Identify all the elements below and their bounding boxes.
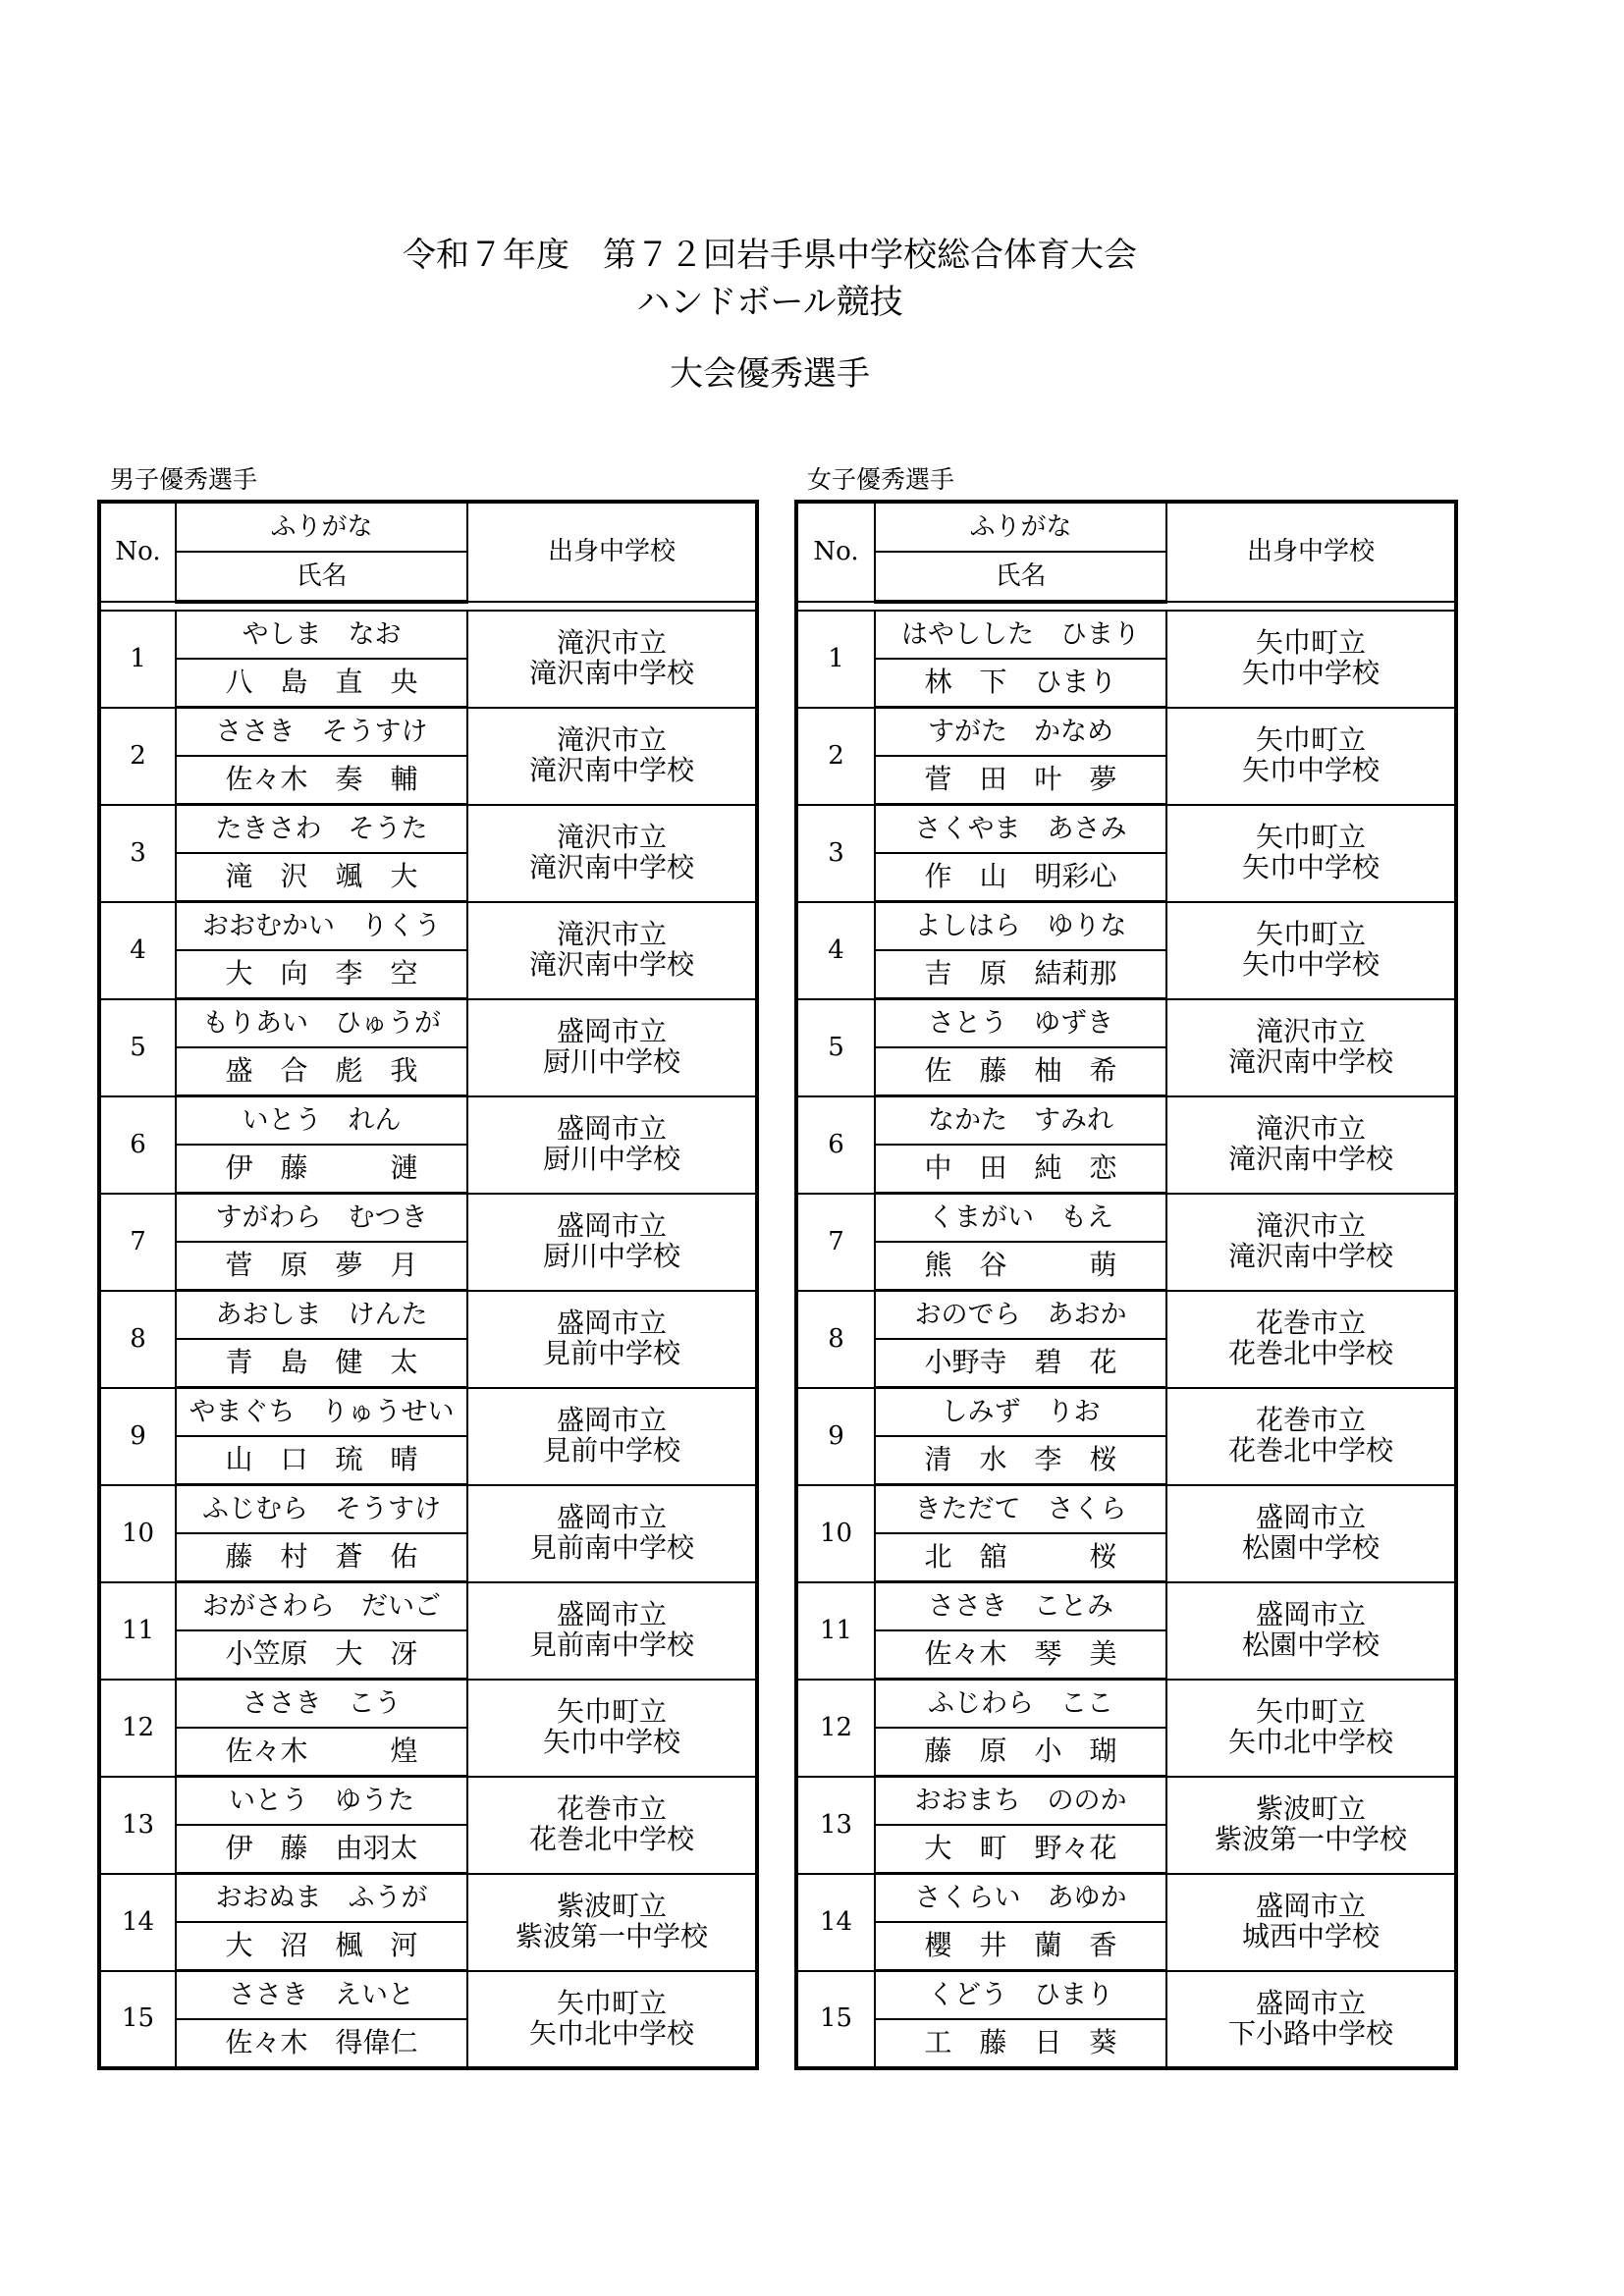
player-name: 北 舘 桜 [875,1533,1166,1582]
player-school-cell [1166,1582,1456,1680]
player-school-cell [1166,1971,1456,2069]
player-school-cell [467,1971,757,2069]
player-school-cell [1166,1874,1456,1971]
school-municipality: 盛岡市立 [556,1404,667,1437]
header-school: 出身中学校 [1166,502,1456,602]
player-name: 八 島 直 央 [176,659,467,708]
player-furigana: おがさわら だいご [176,1582,467,1631]
player-school-cell [467,999,757,1096]
player-name: 林 下 ひまり [875,659,1166,708]
player-row [796,902,1456,951]
player-furigana: たきさわ そうた [176,805,467,854]
player-name: 滝 沢 颯 大 [176,853,467,902]
player-number: 13 [99,1777,176,1874]
school-name: 矢巾中学校 [1241,948,1380,981]
player-row [99,1291,757,1340]
school-name: 矢巾北中学校 [528,2016,694,2050]
school-municipality: 盛岡市立 [556,1307,667,1340]
player-furigana: すがた かなめ [875,708,1166,757]
player-number: 3 [796,805,875,902]
school-municipality: 矢巾町立 [1255,821,1366,854]
player-row [99,708,757,757]
player-name: 佐々木 琴 美 [875,1630,1166,1680]
school-municipality: 盛岡市立 [1255,1501,1366,1534]
school-name: 見前中学校 [542,1337,680,1369]
school-name: 松園中学校 [1241,1629,1380,1661]
player-school-cell [467,1777,757,1874]
player-school-cell [467,1291,757,1388]
school-municipality: 滝沢市立 [1255,1015,1366,1048]
player-school-cell [467,1582,757,1680]
player-row [99,805,757,854]
player-name: 菅 田 叶 夢 [875,756,1166,805]
player-furigana: くどう ひまり [875,1971,1166,2020]
player-name: 青 島 健 太 [176,1339,467,1388]
player-row [99,1194,757,1243]
player-name: 佐々木 煌 [176,1728,467,1777]
player-row [796,999,1456,1048]
player-school-cell [1166,1096,1456,1194]
school-name: 紫波第一中学校 [514,1920,708,1952]
school-name: 矢巾中学校 [542,1726,680,1758]
player-furigana: くまがい もえ [875,1194,1166,1243]
header-name: 氏名 [176,552,467,602]
player-school-cell [1166,1485,1456,1582]
player-name: 伊 藤 漣 [176,1145,467,1194]
player-number: 10 [99,1485,176,1582]
player-name: 小笠原 大 冴 [176,1630,467,1680]
school-municipality: 盛岡市立 [556,1598,667,1631]
school-municipality: 矢巾町立 [1255,1695,1366,1729]
player-row [796,1874,1456,1923]
player-name: 佐々木 得偉仁 [176,2019,467,2068]
player-row [796,1971,1456,2020]
school-name: 矢巾中学校 [1241,851,1380,883]
school-municipality: 滝沢市立 [556,723,667,757]
player-name: 盛 合 彪 我 [176,1047,467,1096]
player-row [99,999,757,1048]
school-name: 厨川中学校 [542,1240,680,1272]
player-school-cell [467,1874,757,1971]
player-school-cell [1166,805,1456,902]
player-school-cell [467,611,757,708]
player-row [796,1194,1456,1243]
school-municipality: 盛岡市立 [556,1209,667,1243]
player-number: 11 [99,1582,176,1680]
player-furigana: さとう ゆずき [875,999,1166,1048]
player-number: 15 [99,1971,176,2069]
header-no: No. [796,502,875,602]
player-furigana: ささき えいと [176,1971,467,2020]
player-number: 3 [99,805,176,902]
player-name: 大 沼 楓 河 [176,1922,467,1971]
school-municipality: 花巻市立 [556,1792,667,1826]
school-municipality: 滝沢市立 [556,821,667,854]
player-furigana: しみず りお [875,1388,1166,1437]
school-municipality: 滝沢市立 [1255,1112,1366,1146]
player-number: 1 [796,611,875,708]
player-row [99,1485,757,1534]
header-row [796,502,1456,552]
school-municipality: 滝沢市立 [556,626,667,660]
player-row [99,1680,757,1729]
school-name: 下小路中学校 [1227,2016,1393,2050]
player-name: 小野寺 碧 花 [875,1339,1166,1388]
player-name: 工 藤 日 葵 [875,2019,1166,2068]
event-name: ハンドボール競技 [636,283,903,322]
player-school-cell [1166,708,1456,805]
player-row [796,1582,1456,1631]
school-name: 見前南中学校 [528,1531,694,1564]
school-name: 花巻北中学校 [1227,1434,1393,1467]
player-furigana: もりあい ひゅうが [176,999,467,1048]
player-school-cell [467,1388,757,1485]
player-furigana: なかた すみれ [875,1096,1166,1146]
player-row [99,1582,757,1631]
school-municipality: 盛岡市立 [1255,1986,1366,2019]
divider-cell [796,602,1456,611]
player-row [99,611,757,659]
player-furigana: すがわら むつき [176,1194,467,1243]
girls-table [794,500,1458,2070]
school-name: 矢巾中学校 [1241,754,1380,786]
school-municipality: 滝沢市立 [556,918,667,951]
player-row [796,1388,1456,1437]
player-school-cell [467,902,757,999]
player-number: 15 [796,1971,875,2069]
player-number: 11 [796,1582,875,1680]
school-name: 花巻北中学校 [528,1823,694,1855]
player-number: 10 [796,1485,875,1582]
player-number: 2 [99,708,176,805]
header-furigana: ふりがな [176,502,467,552]
player-school-cell [467,1485,757,1582]
boys-table [97,500,759,2070]
player-school-cell [467,1194,757,1291]
player-number: 14 [99,1874,176,1971]
school-municipality: 矢巾町立 [1255,918,1366,951]
player-name: 山 口 琉 晴 [176,1436,467,1485]
header-school: 出身中学校 [467,502,757,602]
player-number: 8 [99,1291,176,1388]
player-furigana: ふじむら そうすけ [176,1485,467,1534]
school-municipality: 盛岡市立 [1255,1598,1366,1631]
school-municipality: 紫波町立 [556,1890,667,1923]
player-school-cell [467,708,757,805]
school-municipality: 花巻市立 [1255,1404,1366,1437]
player-furigana: おのでら あおか [875,1291,1166,1340]
school-name: 滝沢南中学校 [528,657,694,690]
award-heading: 大会優秀選手 [670,354,870,394]
player-number: 8 [796,1291,875,1388]
player-name: 藤 原 小 瑚 [875,1728,1166,1777]
girls-section-label: 女子優秀選手 [807,465,955,494]
header-divider [99,602,757,611]
school-municipality: 盛岡市立 [556,1112,667,1146]
header-divider [796,602,1456,611]
player-row [796,1291,1456,1340]
player-number: 13 [796,1777,875,1874]
player-furigana: おおむかい りくう [176,902,467,951]
school-municipality: 矢巾町立 [556,1695,667,1729]
player-name: 大 町 野々花 [875,1825,1166,1874]
player-name: 清 水 李 桜 [875,1436,1166,1485]
player-row [99,1388,757,1437]
player-number: 5 [796,999,875,1096]
player-number: 6 [796,1096,875,1194]
player-name: 櫻 井 蘭 香 [875,1922,1166,1971]
school-name: 矢巾北中学校 [1227,1726,1393,1758]
school-name: 矢巾中学校 [1241,657,1380,690]
player-name: 佐 藤 柚 希 [875,1047,1166,1096]
player-name: 藤 村 蒼 佑 [176,1533,467,1582]
school-municipality: 矢巾町立 [556,1986,667,2019]
school-name: 滝沢南中学校 [1227,1240,1393,1272]
school-name: 紫波第一中学校 [1214,1823,1407,1855]
player-furigana: やしま なお [176,611,467,659]
player-school-cell [1166,1291,1456,1388]
player-number: 1 [99,611,176,708]
player-furigana: ささき こう [176,1680,467,1729]
school-municipality: 盛岡市立 [556,1015,667,1048]
player-row [796,805,1456,854]
player-name: 菅 原 夢 月 [176,1242,467,1291]
player-row [99,1874,757,1923]
player-name: 吉 原 結莉那 [875,950,1166,999]
player-furigana: あおしま けんた [176,1291,467,1340]
player-furigana: ささき ことみ [875,1582,1166,1631]
player-name: 熊 谷 萌 [875,1242,1166,1291]
school-name: 厨川中学校 [542,1143,680,1175]
player-number: 12 [99,1680,176,1777]
player-row [99,902,757,951]
player-school-cell [1166,1388,1456,1485]
boys-table-body [99,502,757,2068]
player-row [796,1485,1456,1534]
player-number: 9 [796,1388,875,1485]
player-number: 7 [796,1194,875,1291]
school-municipality: 紫波町立 [1255,1792,1366,1826]
player-row [796,1680,1456,1729]
school-name: 滝沢南中学校 [528,851,694,883]
header-row [99,502,757,552]
player-furigana: やまぐち りゅうせい [176,1388,467,1437]
school-name: 花巻北中学校 [1227,1337,1393,1369]
player-number: 4 [796,902,875,999]
player-name: 中 田 純 恋 [875,1145,1166,1194]
player-furigana: いとう れん [176,1096,467,1146]
player-school-cell [1166,1194,1456,1291]
player-school-cell [1166,999,1456,1096]
school-name: 滝沢南中学校 [1227,1143,1393,1175]
school-municipality: 矢巾町立 [1255,723,1366,757]
boys-section-label: 男子優秀選手 [110,465,258,494]
player-number: 12 [796,1680,875,1777]
player-furigana: おおぬま ふうが [176,1874,467,1923]
girls-table-body [796,502,1456,2068]
player-school-cell [467,1096,757,1194]
school-name: 厨川中学校 [542,1045,680,1078]
player-number: 6 [99,1096,176,1194]
player-furigana: きただて さくら [875,1485,1166,1534]
player-furigana: さくやま あさみ [875,805,1166,854]
player-school-cell [1166,1777,1456,1874]
player-row [796,1777,1456,1826]
player-furigana: さくらい あゆか [875,1874,1166,1923]
player-name: 伊 藤 由羽太 [176,1825,467,1874]
player-furigana: いとう ゆうた [176,1777,467,1826]
player-school-cell [1166,1680,1456,1777]
player-furigana: よしはら ゆりな [875,902,1166,951]
player-name: 大 向 李 空 [176,950,467,999]
player-school-cell [1166,902,1456,999]
player-number: 7 [99,1194,176,1291]
school-municipality: 花巻市立 [1255,1307,1366,1340]
header-name: 氏名 [875,552,1166,602]
school-name: 滝沢南中学校 [528,948,694,981]
divider-cell [99,602,757,611]
player-number: 4 [99,902,176,999]
school-municipality: 滝沢市立 [1255,1209,1366,1243]
player-row [99,1971,757,2020]
player-school-cell [467,805,757,902]
player-row [796,611,1456,659]
header-no: No. [99,502,176,602]
player-name: 作 山 明彩心 [875,853,1166,902]
player-furigana: はやしした ひまり [875,611,1166,659]
school-name: 城西中学校 [1241,1920,1380,1952]
header-furigana: ふりがな [875,502,1166,552]
school-name: 滝沢南中学校 [1227,1045,1393,1078]
document-title: 令和７年度 第７２回岩手県中学校総合体育大会 [403,236,1137,275]
player-school-cell [1166,611,1456,708]
player-furigana: おおまち ののか [875,1777,1166,1826]
school-municipality: 盛岡市立 [556,1501,667,1534]
school-name: 松園中学校 [1241,1531,1380,1564]
player-furigana: ささき そうすけ [176,708,467,757]
player-row [99,1777,757,1826]
player-furigana: ふじわら ここ [875,1680,1166,1729]
school-municipality: 盛岡市立 [1255,1890,1366,1923]
player-name: 佐々木 奏 輔 [176,756,467,805]
player-school-cell [467,1680,757,1777]
player-number: 14 [796,1874,875,1971]
player-row [796,708,1456,757]
player-number: 2 [796,708,875,805]
player-row [99,1096,757,1146]
school-name: 見前南中学校 [528,1629,694,1661]
school-name: 見前中学校 [542,1434,680,1467]
player-row [796,1096,1456,1146]
school-municipality: 矢巾町立 [1255,626,1366,660]
player-number: 9 [99,1388,176,1485]
school-name: 滝沢南中学校 [528,754,694,786]
player-number: 5 [99,999,176,1096]
